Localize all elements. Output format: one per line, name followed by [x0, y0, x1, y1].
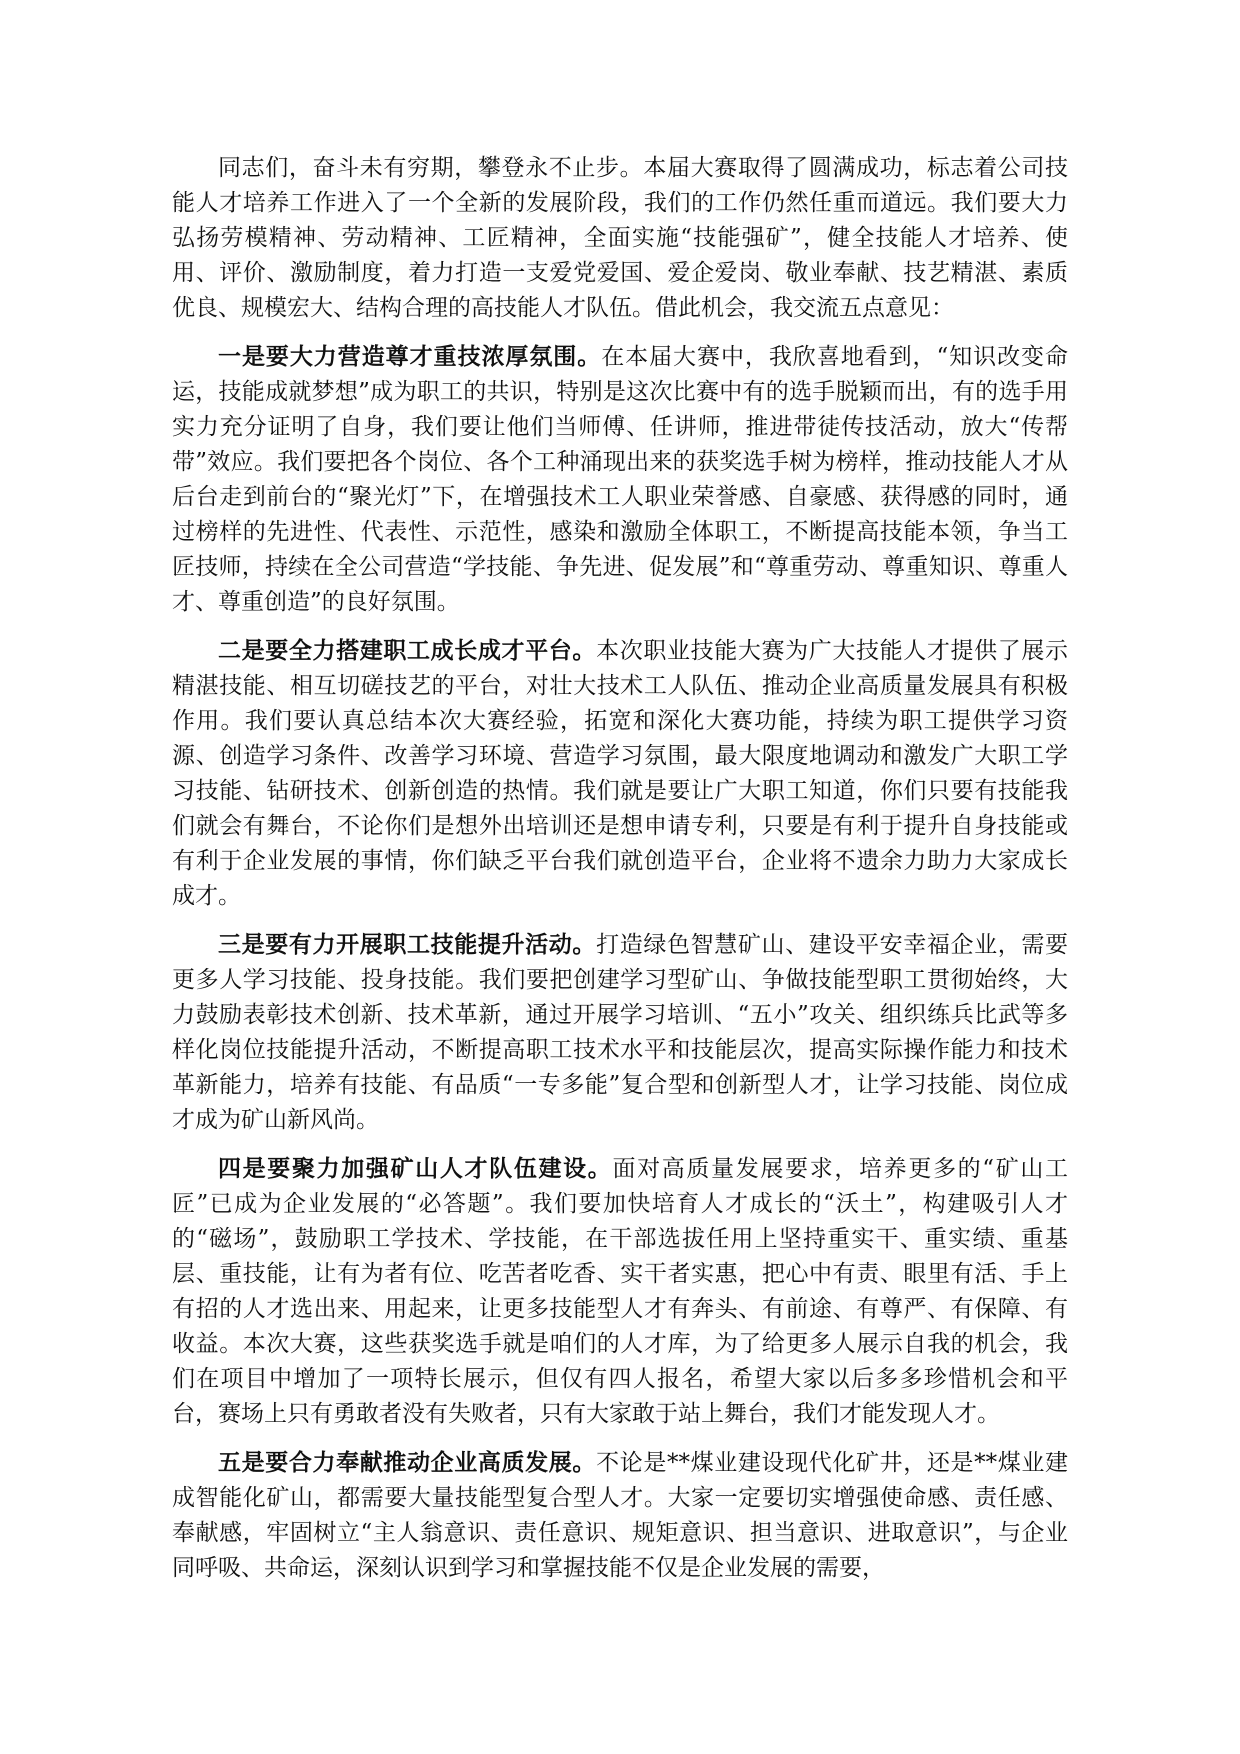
- paragraph-point-2: [172, 633, 1068, 914]
- paragraph-point-4: [172, 1151, 1068, 1432]
- paragraph-intro: [172, 150, 1068, 326]
- paragraph-point-5: [172, 1445, 1068, 1586]
- paragraph-lead: 一是要大力营造尊才重技浓厚氛围。: [218, 343, 602, 370]
- paragraph-text: 本次职业技能大赛为广大技能人才提供了展示精湛技能、相互切磋技艺的平台，对壮大技术工人队伍、推动企业高质量发展具有积极作用。我们要认真总结本次大赛经验，拓宽和深化大赛功能，持续为职工提供学习资源、创造学习条件、改善学习环境、营造学习氛围，最大限度地调动和激发广大职工学习技能、钻研技术、创新创造的热情。我们就是要让广大职工知道，你们只要有技能我们就会有舞台，不论你们是想外出培训还是想申请专利，只要是有利于提升自身技能或有利于企业发展的事情，你们缺乏平台我们就创造平台，企业将不遗余力助力大家成长成才。: [172, 638, 1069, 909]
- paragraph-lead: 五是要合力奉献推动企业高质发展。: [218, 1449, 597, 1476]
- document-body: [172, 150, 1068, 1599]
- paragraph-point-3: [172, 927, 1068, 1138]
- paragraph-text: 在本届大赛中，我欣喜地看到，“知识改变命运，技能成就梦想”成为职工的共识，特别是这次比赛中有的选手脱颖而出，有的选手用实力充分证明了自身，我们要让他们当师傅、任讲师，推进带徒传技活动，放大“传帮带”效应。我们要把各个岗位、各个工种涌现出来的获奖选手树为榜样，推动技能人才从后台走到前台的“聚光灯”下，在增强技术工人职业荣誉感、自豪感、获得感的同时，通过榜样的先进性、代表性、示范性，感染和激励全体职工，不断提高技能本领，争当工匠技师，持续在全公司营造“学技能、争先进、促发展”和“尊重劳动、尊重知识、尊重人才、尊重创造”的良好氛围。: [172, 344, 1069, 615]
- paragraph-lead: 二是要全力搭建职工成长成才平台。: [218, 637, 597, 664]
- paragraph-point-1: [172, 339, 1068, 620]
- paragraph-text: 同志们，奋斗未有穷期，攀登永不止步。本届大赛取得了圆满成功，标志着公司技能人才培养工作进入了一个全新的发展阶段，我们的工作仍然任重而道远。我们要大力弘扬劳模精神、劳动精神、工匠精神，全面实施“技能强矿”，健全技能人才培养、使用、评价、激励制度，着力打造一支爱党爱国、爱企爱岗、敬业奉献、技艺精湛、素质优良、规模宏大、结构合理的高技能人才队伍。借此机会，我交流五点意见：: [172, 155, 1068, 321]
- paragraph-text: 打造绿色智慧矿山、建设平安幸福企业，需要更多人学习技能、投身技能。我们要把创建学习型矿山、争做技能型职工贯彻始终，大力鼓励表彰技术创新、技术革新，通过开展学习培训、“五小”攻关、组织练兵比武等多样化岗位技能提升活动，不断提高职工技术水平和技能层次，提高实际操作能力和技术革新能力，培养有技能、有品质“一专多能”复合型和创新型人才，让学习技能、岗位成才成为矿山新风尚。: [172, 932, 1069, 1133]
- paragraph-lead: 四是要聚力加强矿山人才队伍建设。: [218, 1155, 613, 1182]
- paragraph-text: 不论是**煤业建设现代化矿井，还是**煤业建成智能化矿山，都需要大量技能型复合型人才。大家一定要切实增强使命感、责任感、奉献感，牢固树立“主人翁意识、责任意识、规矩意识、担当意识、进取意识”，与企业同呼吸、共命运，深刻认识到学习和掌握技能不仅是企业发展的需要，: [172, 1450, 1069, 1581]
- paragraph-lead: 三是要有力开展职工技能提升活动。: [218, 931, 597, 958]
- paragraph-text: 面对高质量发展要求，培养更多的“矿山工匠”已成为企业发展的“必答题”。我们要加快培育人才成长的“沃土”，构建吸引人才的“磁场”，鼓励职工学技术、学技能，在干部选拔任用上坚持重实干、重实绩、重基层、重技能，让有为者有位、吃苦者吃香、实干者实惠，把心中有责、眼里有活、手上有招的人才选出来、用起来，让更多技能型人才有奔头、有前途、有尊严、有保障、有收益。本次大赛，这些获奖选手就是咱们的人才库，为了给更多人展示自我的机会，我们在项目中增加了一项特长展示，但仅有四人报名，希望大家以后多多珍惜机会和平台，赛场上只有勇敢者没有失败者，只有大家敢于站上舞台，我们才能发现人才。: [172, 1156, 1068, 1427]
